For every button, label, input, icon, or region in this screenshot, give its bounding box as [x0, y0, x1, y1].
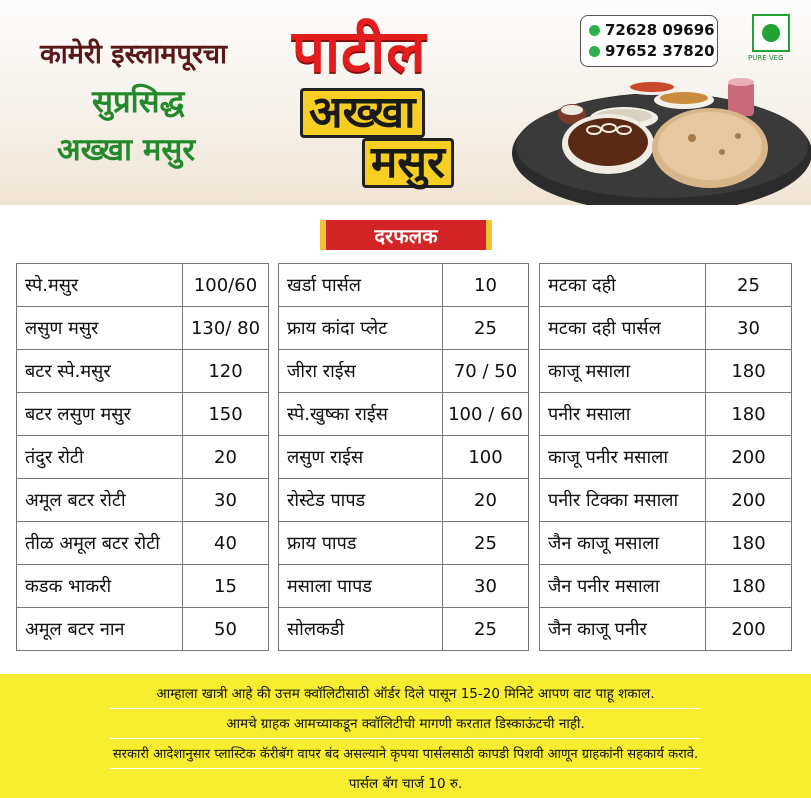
menu-item-price: 180	[706, 565, 792, 608]
menu-item-price: 30	[183, 479, 269, 522]
phone-1[interactable]	[589, 21, 715, 39]
menu-item-name: लसुण राईस	[279, 436, 443, 479]
footer-note-quality: आमचे ग्राहक आमच्याकडून क्वॉलिटीची मागणी करतात डिस्काऊंटची नाही.	[226, 716, 585, 732]
menu-item-price: 30	[706, 307, 792, 350]
menu-row	[540, 479, 792, 522]
menu-row	[540, 307, 792, 350]
menu-item-price: 200	[706, 436, 792, 479]
menu-row	[540, 393, 792, 436]
footer-divider	[110, 768, 700, 769]
menu-item-name: काजू मसाला	[540, 350, 706, 393]
menu-item-name: जैन काजू पनीर	[540, 608, 706, 651]
menu-row	[540, 608, 792, 651]
footer-note-plastic-ban: सरकारी आदेशानुसार प्लास्टिक कॅरीबॅग वापर बंद असल्याने कृपया पार्सलसाठी कापडी पिशवी आणून ग्राहकांनी सहकार्य करावे.	[112, 747, 699, 762]
footer-notes	[0, 674, 811, 798]
menu-item-price: 200	[706, 479, 792, 522]
menu-item-price: 100	[443, 436, 529, 479]
menu-row	[279, 608, 529, 651]
menu-item-name: खर्डा पार्सल	[279, 264, 443, 307]
menu-table-col1	[16, 263, 269, 651]
tagline-famous: सुप्रसिद्ध	[92, 84, 185, 120]
brand-subtitle-2	[362, 138, 454, 188]
phone-2[interactable]	[589, 42, 715, 60]
menu-item-price: 15	[183, 565, 269, 608]
whatsapp-icon	[589, 25, 600, 36]
menu-item-name: रोस्टेड पापड	[279, 479, 443, 522]
menu-item-name: तीळ अमूल बटर रोटी	[17, 522, 183, 565]
menu-item-price: 30	[443, 565, 529, 608]
menu-item-price: 25	[443, 522, 529, 565]
menu-item-name: स्पे.मसुर	[17, 264, 183, 307]
brand-subtitle-1	[300, 88, 425, 138]
menu-item-name: काजू पनीर मसाला	[540, 436, 706, 479]
menu-item-name: मटका दही पार्सल	[540, 307, 706, 350]
menu-item-price: 180	[706, 350, 792, 393]
brand-subtitle-2-text: मसुर	[362, 138, 454, 188]
menu-item-price: 130/ 80	[183, 307, 269, 350]
menu-item-name: पनीर मसाला	[540, 393, 706, 436]
tagline-dish: अख्खा मसुर	[57, 132, 196, 168]
menu-item-name: अमूल बटर नान	[17, 608, 183, 651]
menu-item-name: बटर लसुण मसुर	[17, 393, 183, 436]
menu-row	[540, 522, 792, 565]
menu-row	[540, 436, 792, 479]
menu-item-price: 120	[183, 350, 269, 393]
menu-item-price: 40	[183, 522, 269, 565]
rate-card-heading	[320, 220, 492, 250]
menu-item-price: 50	[183, 608, 269, 651]
footer-divider	[110, 708, 700, 709]
menu-item-name: फ्राय कांदा प्लेट	[279, 307, 443, 350]
menu-row	[540, 264, 792, 307]
menu-item-price: 25	[443, 608, 529, 651]
menu-row	[279, 307, 529, 350]
whatsapp-icon	[589, 46, 600, 57]
menu-item-price: 20	[183, 436, 269, 479]
menu-row	[279, 436, 529, 479]
menu-row	[279, 393, 529, 436]
tagline-location: कामेरी इस्लामपूरचा	[40, 39, 228, 70]
menu-item-name: जैन काजू मसाला	[540, 522, 706, 565]
phone-1-number: 72628 09696	[605, 21, 715, 39]
phone-2-number: 97652 37820	[605, 42, 715, 60]
menu-item-name: स्पे.खुष्का राईस	[279, 393, 443, 436]
menu-item-price: 100/60	[183, 264, 269, 307]
phone-box	[580, 15, 718, 67]
menu-item-name: अमूल बटर रोटी	[17, 479, 183, 522]
menu-row	[17, 350, 269, 393]
pure-veg-icon	[752, 14, 790, 52]
menu-row	[17, 264, 269, 307]
menu-item-name: पनीर टिक्का मसाला	[540, 479, 706, 522]
menu-row	[279, 565, 529, 608]
menu-item-name: फ्राय पापड	[279, 522, 443, 565]
menu-row	[540, 565, 792, 608]
menu-item-name: जीरा राईस	[279, 350, 443, 393]
menu-item-price: 25	[443, 307, 529, 350]
menu-item-price: 200	[706, 608, 792, 651]
menu-item-name: सोलकडी	[279, 608, 443, 651]
brand-name: पाटील	[292, 17, 427, 85]
menu-item-price: 20	[443, 479, 529, 522]
menu-item-name: मटका दही	[540, 264, 706, 307]
menu-row	[17, 479, 269, 522]
footer-divider	[110, 738, 700, 739]
menu-item-name: कडक भाकरी	[17, 565, 183, 608]
menu-item-price: 150	[183, 393, 269, 436]
footer-note-wait-time: आम्हाला खात्री आहे की उत्तम क्वॉलिटीसाठी ऑर्डर दिले पासून 15-20 मिनिटे आपण वाट पाहू शकाल.	[156, 686, 655, 702]
menu-item-name: मसाला पापड	[279, 565, 443, 608]
menu-row	[17, 436, 269, 479]
menu-item-name: तंदुर रोटी	[17, 436, 183, 479]
menu-item-price: 10	[443, 264, 529, 307]
rate-card-heading-text: दरफलक	[374, 224, 438, 248]
menu-item-price: 180	[706, 522, 792, 565]
food-plate-image	[512, 78, 811, 205]
menu-item-price: 25	[706, 264, 792, 307]
menu-row	[279, 479, 529, 522]
menu-table-col2	[278, 263, 529, 651]
menu-row	[17, 522, 269, 565]
menu-item-name: बटर स्पे.मसुर	[17, 350, 183, 393]
menu-item-name: लसुण मसुर	[17, 307, 183, 350]
menu-item-price: 180	[706, 393, 792, 436]
menu-row	[279, 350, 529, 393]
menu-table-col3	[539, 263, 792, 651]
menu-item-name: जैन पनीर मसाला	[540, 565, 706, 608]
menu-row	[17, 565, 269, 608]
pure-veg-label: PURE VEG	[748, 54, 784, 62]
menu-row	[17, 393, 269, 436]
menu-row	[540, 350, 792, 393]
menu-row	[279, 522, 529, 565]
menu-item-price: 100 / 60	[443, 393, 529, 436]
header-banner	[0, 0, 811, 205]
footer-note-bag-charge: पार्सल बॅग चार्ज 10 रु.	[348, 776, 463, 792]
brand-subtitle-1-text: अख्खा	[300, 88, 425, 138]
menu-row	[17, 307, 269, 350]
menu-row	[279, 264, 529, 307]
menu-item-price: 70 / 50	[443, 350, 529, 393]
menu-row	[17, 608, 269, 651]
